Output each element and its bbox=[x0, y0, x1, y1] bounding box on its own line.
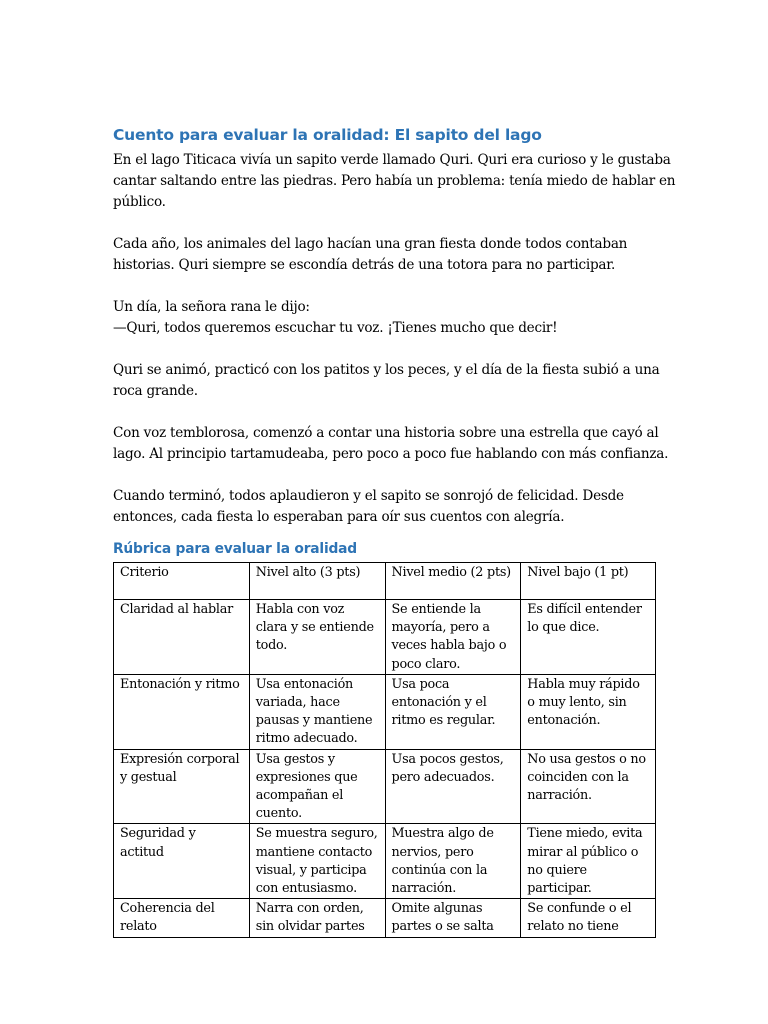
story-title: Cuento para evaluar la oralidad: El sapito del lago bbox=[113, 126, 542, 144]
paragraph-line: En el lago Titicaca vivía un sapito verde llamado Quri. Quri era curioso y le gustaba bbox=[113, 152, 671, 168]
table-header-row bbox=[114, 563, 656, 600]
dialogue-line: —Quri, todos queremos escuchar tu voz. ¡Tienes mucho que decir! bbox=[113, 320, 558, 336]
paragraph-line: Quri se animó, practicó con los patitos y los peces, y el día de la fiesta subió a una bbox=[113, 362, 660, 378]
criterion-cell bbox=[114, 824, 250, 899]
paragraph-line: Cada año, los animales del lago hacían una gran fiesta donde todos contaban bbox=[113, 236, 628, 252]
cell-text: Usa entonación variada, hace pausas y mantiene ritmo adecuado. bbox=[255, 676, 373, 747]
header-cell-criterio bbox=[114, 563, 250, 600]
level-medium-cell bbox=[385, 600, 521, 675]
story-paragraph bbox=[113, 297, 658, 339]
paragraph-line: Cuando terminó, todos aplaudieron y el sapito se sonrojó de felicidad. Desde bbox=[113, 488, 624, 504]
table-row bbox=[114, 824, 656, 899]
level-high-cell bbox=[249, 674, 385, 749]
cell-text: Es difícil entender lo que dice. bbox=[527, 602, 642, 636]
paragraph-line: entonces, cada fiesta lo esperaban para oír sus cuentos con alegría. bbox=[113, 509, 565, 525]
cell-text: Se muestra seguro, mantiene contacto visual, y participa con entusiasmo. bbox=[255, 826, 378, 897]
rubric-table bbox=[113, 562, 656, 938]
cell-text: Usa gestos y expresiones que acompañan el cuento. bbox=[255, 751, 358, 822]
document-content bbox=[113, 124, 676, 935]
paragraph-line: cantar saltando entre las piedras. Pero había un problema: tenía miedo de hablar en bbox=[113, 173, 676, 189]
cell-text: Seguridad y actitud bbox=[120, 826, 196, 860]
cell-text: Coherencia del relato bbox=[120, 901, 215, 935]
level-low-cell bbox=[521, 674, 656, 749]
level-medium-cell bbox=[385, 749, 521, 824]
paragraph-line: público. bbox=[113, 194, 166, 210]
paragraph-line: Con voz temblorosa, comenzó a contar una historia sobre una estrella que cayó al bbox=[113, 425, 659, 441]
table-row bbox=[114, 600, 656, 675]
table-row bbox=[114, 674, 656, 749]
cell-text: Habla con voz clara y se entiende todo. bbox=[255, 602, 374, 654]
cell-text: Muestra algo de nervios, pero continúa con la narración. bbox=[391, 826, 494, 897]
paragraph-line: historias. Quri siempre se escondía detrás de una totora para no participar. bbox=[113, 257, 616, 273]
criterion-cell bbox=[114, 899, 250, 937]
header-label: Nivel medio (2 pts) bbox=[391, 565, 511, 580]
header-cell-nivel-alto bbox=[249, 563, 385, 600]
header-cell-nivel-medio bbox=[385, 563, 521, 600]
paragraph-line: Un día, la señora rana le dijo: bbox=[113, 299, 310, 315]
cell-text: Se confunde o el relato no tiene bbox=[527, 901, 632, 935]
cell-text: Entonación y ritmo bbox=[120, 676, 240, 692]
level-low-cell bbox=[521, 600, 656, 675]
story-paragraph bbox=[113, 486, 658, 528]
header-label: Nivel alto (3 pts) bbox=[255, 565, 361, 580]
table-row bbox=[114, 899, 656, 937]
level-high-cell bbox=[249, 899, 385, 937]
cell-text: Narra con orden, sin olvidar partes bbox=[255, 901, 365, 935]
story-paragraph bbox=[113, 150, 676, 213]
header-label: Criterio bbox=[120, 565, 169, 580]
level-low-cell bbox=[521, 749, 656, 824]
cell-text: No usa gestos o no coinciden con la narración. bbox=[527, 751, 646, 804]
criterion-cell bbox=[114, 600, 250, 675]
table-row bbox=[114, 749, 656, 824]
story-paragraph bbox=[113, 423, 669, 465]
paragraph-line: roca grande. bbox=[113, 383, 198, 399]
cell-text: Claridad al hablar bbox=[120, 602, 233, 617]
paragraph-line: lago. Al principio tartamudeaba, pero poco a poco fue hablando con más confianza. bbox=[113, 446, 669, 462]
cell-text: Usa pocos gestos, pero adecuados. bbox=[391, 751, 504, 785]
level-medium-cell bbox=[385, 674, 521, 749]
cell-text: Tiene miedo, evita mirar al público o no quiere participar. bbox=[527, 826, 643, 897]
rubric-heading: Rúbrica para evaluar la oralidad bbox=[113, 541, 357, 557]
level-medium-cell bbox=[385, 899, 521, 937]
cell-text: Expresión corporal y gestual bbox=[120, 751, 240, 785]
level-high-cell bbox=[249, 749, 385, 824]
cell-text: Habla muy rápido o muy lento, sin entonación. bbox=[527, 676, 640, 729]
cell-text: Usa poca entonación y el ritmo es regular. bbox=[391, 676, 496, 729]
level-low-cell bbox=[521, 824, 656, 899]
cell-text: Omite algunas partes o se salta bbox=[391, 901, 494, 935]
header-label: Nivel bajo (1 pt) bbox=[527, 565, 629, 580]
cell-text: Se entiende la mayoría, pero a veces habla bajo o poco claro. bbox=[391, 602, 507, 672]
story-paragraph bbox=[113, 360, 658, 402]
level-low-cell bbox=[521, 899, 656, 937]
level-high-cell bbox=[249, 824, 385, 899]
criterion-cell bbox=[114, 674, 250, 749]
story-paragraph bbox=[113, 234, 658, 276]
level-medium-cell bbox=[385, 824, 521, 899]
criterion-cell bbox=[114, 749, 250, 824]
level-high-cell bbox=[249, 600, 385, 675]
header-cell-nivel-bajo bbox=[521, 563, 656, 600]
